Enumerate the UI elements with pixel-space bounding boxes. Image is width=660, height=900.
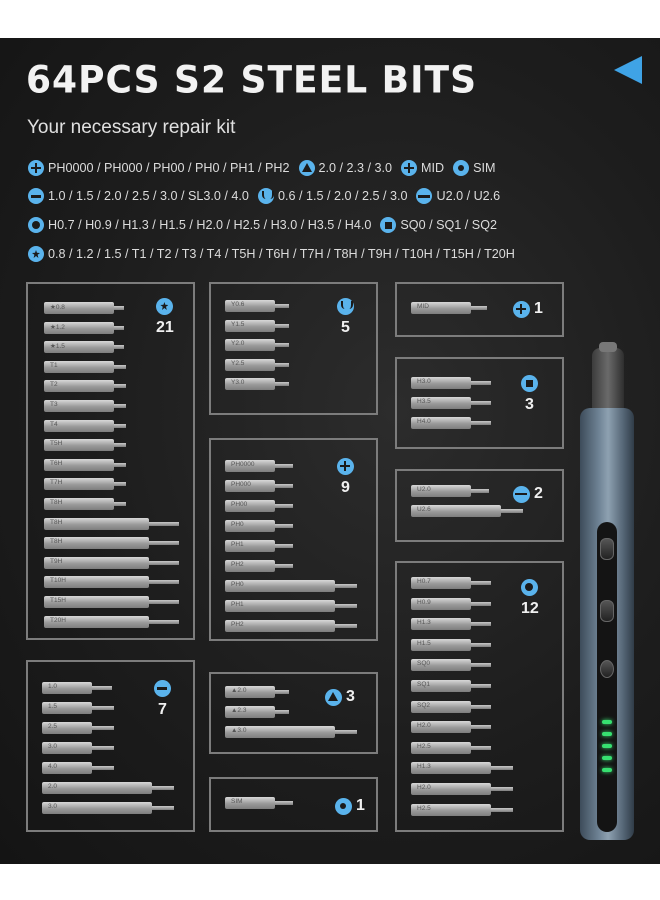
bit [44, 380, 114, 392]
bit [411, 505, 501, 517]
bit-label: T20H [50, 616, 66, 624]
power-button [600, 660, 614, 678]
bit-tip [149, 580, 179, 584]
group-count-badge [325, 688, 355, 706]
bit-label: H2.5 [417, 804, 431, 812]
sim-icon [453, 160, 469, 176]
bit-label: 4.0 [48, 763, 58, 770]
bit [225, 706, 275, 718]
bit [225, 320, 275, 332]
bit [44, 616, 149, 628]
bit [411, 804, 491, 816]
bit [225, 797, 275, 809]
screwdriver-chuck [592, 348, 624, 412]
bit-tip [114, 365, 126, 369]
group-count: 7 [158, 701, 167, 718]
bit-tip [275, 363, 289, 367]
group-count: 3 [346, 688, 355, 705]
spec-text: 0.6 / 1.5 / 2.0 / 2.5 / 3.0 [277, 189, 408, 203]
reverse-button [600, 600, 614, 622]
bit-tip [275, 710, 289, 714]
bit-tip [471, 306, 487, 310]
bit-tip [335, 584, 357, 588]
bit-label: PH0 [231, 581, 244, 588]
group-count: 1 [534, 300, 543, 317]
spec-text: SIM [473, 161, 496, 175]
bit [44, 302, 114, 314]
bit-tip [149, 600, 179, 604]
bit-tip [275, 304, 289, 308]
bit [44, 459, 114, 471]
bit-tip [471, 663, 491, 667]
spec-text: PH0000 / PH000 / PH00 / PH0 / PH1 / PH2 [48, 161, 290, 175]
group-count: 5 [341, 319, 350, 336]
group-count: 9 [341, 479, 350, 496]
bit-label: T8H [50, 538, 63, 546]
square-icon [380, 217, 396, 233]
bit-label: H1.3 [417, 763, 431, 771]
bit-label: ▲2.3 [231, 707, 247, 714]
bit-label: 3.0 [48, 803, 58, 810]
bit-tip [471, 421, 491, 425]
spec-line [28, 188, 509, 208]
bit-tip [275, 343, 289, 347]
torx-icon [156, 298, 173, 315]
bit-label: T7H [50, 479, 63, 487]
spec-group [401, 160, 444, 176]
bit-tip [114, 424, 126, 428]
bit [225, 300, 275, 312]
bit-tip [335, 624, 357, 628]
group-count-badge [156, 298, 174, 337]
bit-label: T8H [50, 518, 63, 526]
bit-label: T6H [50, 459, 63, 467]
bit-label: ▲2.0 [231, 687, 247, 694]
group-count-badge [521, 375, 538, 414]
bit [44, 400, 114, 412]
spec-line [28, 160, 505, 180]
bit [225, 460, 275, 472]
group-count-badge [337, 458, 354, 497]
bit-label: Y3.0 [231, 379, 245, 387]
bit [411, 377, 471, 389]
bit [225, 540, 275, 552]
spec-group [299, 160, 393, 176]
bit [411, 680, 471, 692]
u-bit-group [395, 469, 564, 542]
bit-tip [471, 622, 491, 626]
spec-text: H0.7 / H0.9 / H1.3 / H1.5 / H2.0 / H2.5 / H3.0 / H3.5 / H4.0 [48, 218, 372, 232]
torx-bit-group [26, 282, 195, 640]
bit-tip [491, 808, 513, 812]
sim-bit-group [209, 777, 378, 832]
bit [42, 762, 92, 774]
play-icon[interactable] [614, 56, 642, 84]
group-count-badge [154, 680, 171, 719]
bit [411, 701, 471, 713]
bit-label: H0.7 [417, 578, 431, 585]
bit-tip [114, 345, 124, 349]
bit [44, 596, 149, 608]
bit-label: T8H [50, 499, 63, 506]
hex-icon [521, 579, 538, 596]
bit-label: SQ2 [417, 701, 431, 709]
bit-label: T15H [50, 597, 66, 604]
group-count: 1 [356, 797, 365, 814]
bit-label: Y2.5 [231, 359, 245, 367]
bit [411, 302, 471, 314]
square-bit-group [395, 357, 564, 449]
bit-label: ▲3.0 [231, 727, 247, 734]
bit-label: PH0 [231, 521, 244, 528]
spec-text: U2.0 / U2.6 [436, 189, 501, 203]
bit-label: H2.0 [417, 784, 431, 791]
spec-line [28, 217, 506, 237]
mid-icon [401, 160, 417, 176]
bit-label: PH2 [231, 621, 244, 628]
u-tip-icon [513, 486, 530, 503]
bit-label: SIM [231, 798, 243, 805]
bit-tip [92, 686, 112, 690]
battery-led-1 [602, 720, 612, 724]
bit-tip [92, 746, 114, 750]
group-count-badge [521, 579, 539, 618]
bit-label: ★0.8 [50, 304, 65, 311]
bit-label: H2.5 [417, 742, 431, 750]
bit-tip [471, 602, 491, 606]
slotted-icon [154, 680, 171, 697]
bit-label: T5H [50, 440, 63, 448]
bit-label: T3 [50, 401, 58, 408]
spec-group [453, 160, 495, 176]
bit-label: T4 [50, 420, 58, 428]
bit-label: T10H [50, 577, 66, 585]
bit-tip [335, 730, 357, 734]
group-count: 3 [525, 396, 534, 413]
bit-label: SQ0 [417, 660, 431, 668]
bit [411, 742, 471, 754]
bit-tip [149, 541, 179, 545]
bit-label: 2.5 [48, 723, 58, 730]
bit [411, 397, 471, 409]
bit [44, 478, 114, 490]
bit-label: Y1.5 [231, 320, 245, 328]
bit-label: ★1.2 [50, 323, 65, 331]
bit [411, 417, 471, 429]
bit-label: 3.0 [48, 743, 58, 750]
bit [411, 783, 491, 795]
spec-group [380, 217, 497, 233]
bit [225, 378, 275, 390]
bit [225, 620, 335, 632]
bit [225, 520, 275, 532]
triangle-icon [325, 689, 342, 706]
spec-group [28, 246, 515, 262]
page-title: 64PCS S2 STEEL BITS [26, 58, 477, 103]
bit [44, 322, 114, 334]
group-count-badge [513, 300, 543, 318]
bit-label: PH000 [231, 481, 251, 488]
spec-text: MID [421, 161, 445, 175]
bit [42, 742, 92, 754]
bit [42, 782, 152, 794]
bit [225, 480, 275, 492]
forward-button [600, 538, 614, 560]
bit-label: PH1 [231, 541, 244, 548]
spec-text: SQ0 / SQ1 / SQ2 [400, 218, 497, 232]
bit-label: H1.5 [417, 639, 431, 647]
bit-tip [471, 381, 491, 385]
bit-tip [275, 690, 289, 694]
bit-label: H1.3 [417, 619, 431, 627]
bit [44, 557, 149, 569]
spec-text: 1.0 / 1.5 / 2.0 / 2.5 / 3.0 / SL3.0 / 4.0 [48, 189, 249, 203]
group-count-badge [513, 485, 543, 503]
bit [225, 580, 335, 592]
bit-tip [275, 801, 293, 805]
bit-tip [471, 725, 491, 729]
mid-icon [513, 301, 530, 318]
bit-tip [491, 766, 513, 770]
bit-tip [152, 806, 174, 810]
bit-label: T2 [50, 381, 58, 389]
y-tip-icon [258, 188, 274, 204]
bit-tip [114, 326, 124, 330]
bit-tip [471, 581, 491, 585]
bit-label: U2.0 [417, 486, 431, 493]
battery-led-4 [602, 756, 612, 760]
sim-icon [335, 798, 352, 815]
battery-led-3 [602, 744, 612, 748]
bit [411, 762, 491, 774]
bit [225, 359, 275, 371]
product-panel [0, 38, 660, 864]
bit-tip [501, 509, 523, 513]
bit [44, 341, 114, 353]
group-count: 12 [521, 600, 539, 617]
bit [44, 420, 114, 432]
bit [411, 639, 471, 651]
bit [44, 518, 149, 530]
spec-group [28, 160, 290, 176]
bit-label: H0.9 [417, 598, 431, 606]
bit-label: H2.0 [417, 722, 431, 730]
mid-bit-group [395, 282, 564, 337]
group-count: 2 [534, 485, 543, 502]
bit-tip [92, 726, 114, 730]
bit [411, 618, 471, 630]
bit-tip [149, 561, 179, 565]
bit-tip [92, 706, 114, 710]
bit [411, 721, 471, 733]
bit [411, 598, 471, 610]
bit [42, 682, 92, 694]
bit-tip [275, 484, 293, 488]
bit-tip [275, 524, 293, 528]
bit [44, 498, 114, 510]
spec-text: 2.0 / 2.3 / 3.0 [318, 161, 393, 175]
bit-tip [114, 502, 126, 506]
group-count-badge [335, 797, 365, 815]
electric-screwdriver-image [578, 348, 636, 844]
bit-tip [275, 324, 289, 328]
bit [225, 726, 335, 738]
spec-text: 0.8 / 1.2 / 1.5 / T1 / T2 / T3 / T4 / T5H / T6H / T7H / T8H / T9H / T10H / T15H / T20H [48, 247, 515, 261]
bit [42, 802, 152, 814]
bit-tip [471, 489, 489, 493]
triangle-icon [299, 160, 315, 176]
bit-tip [114, 306, 124, 310]
bit-label: H3.0 [417, 378, 431, 385]
bit-tip [275, 564, 293, 568]
bit-tip [471, 401, 491, 405]
hex-icon [28, 217, 44, 233]
bit-tip [149, 522, 179, 526]
bit-tip [92, 766, 114, 770]
bit [44, 361, 114, 373]
bit-label: H4.0 [417, 418, 431, 425]
triangle-bit-group [209, 672, 378, 754]
bit-label: 1.5 [48, 703, 58, 710]
u-tip-icon [416, 188, 432, 204]
bit-tip [114, 482, 126, 486]
hex-bit-group [395, 561, 564, 832]
bit [42, 722, 92, 734]
bit-label: 2.0 [48, 783, 58, 790]
slotted-bit-group [26, 660, 195, 832]
phillips-bit-group [209, 438, 378, 641]
phillips-icon [28, 160, 44, 176]
torx-icon [28, 246, 44, 262]
bit-tip [114, 463, 126, 467]
slotted-icon [28, 188, 44, 204]
bit-tip [149, 620, 179, 624]
bit-tip [471, 705, 491, 709]
bit-tip [114, 404, 126, 408]
bit-tip [275, 544, 293, 548]
bit-tip [491, 787, 513, 791]
bit-tip [471, 643, 491, 647]
bit [411, 577, 471, 589]
bit-label: T1 [50, 361, 58, 369]
spec-line [28, 246, 524, 266]
bit [411, 485, 471, 497]
bit [411, 659, 471, 671]
bit-label: PH00 [231, 501, 248, 508]
bit-label: Y2.0 [231, 340, 245, 348]
bit [225, 500, 275, 512]
bit [44, 439, 114, 451]
bit-tip [114, 443, 126, 447]
bit-label: SQ1 [417, 681, 431, 688]
square-icon [521, 375, 538, 392]
spec-group [416, 188, 500, 204]
bit-label: PH2 [231, 561, 244, 568]
bit [225, 600, 335, 612]
bit-label: U2.6 [417, 506, 431, 513]
bit [225, 560, 275, 572]
spec-group [28, 217, 371, 233]
bit-label: 1.0 [48, 683, 58, 690]
bit-tip [152, 786, 174, 790]
phillips-icon [337, 458, 354, 475]
bit-label: PH0000 [231, 461, 255, 468]
bit-label: Y0.6 [231, 301, 245, 308]
bit-tip [471, 684, 491, 688]
battery-led-5 [602, 768, 612, 772]
group-count: 21 [156, 319, 174, 336]
bit-tip [114, 384, 126, 388]
bit-tip [335, 604, 357, 608]
bit-tip [275, 382, 289, 386]
bit [44, 576, 149, 588]
battery-led-2 [602, 732, 612, 736]
bit-label: MID [417, 303, 429, 310]
bit-label: H3.5 [417, 398, 431, 405]
spec-group [258, 188, 408, 204]
bit-tip [471, 746, 491, 750]
y-tip-icon [337, 298, 354, 315]
bit [44, 537, 149, 549]
y-bit-group [209, 282, 378, 415]
bit-label: PH1 [231, 601, 244, 608]
bit-label: ★1.5 [50, 343, 65, 351]
bit [225, 339, 275, 351]
bit-label: T9H [50, 557, 63, 565]
page-subtitle: Your necessary repair kit [27, 117, 236, 138]
spec-group [28, 188, 249, 204]
bit [42, 702, 92, 714]
bit [225, 686, 275, 698]
bit-tip [275, 464, 293, 468]
group-count-badge [337, 298, 354, 337]
bit-tip [275, 504, 293, 508]
